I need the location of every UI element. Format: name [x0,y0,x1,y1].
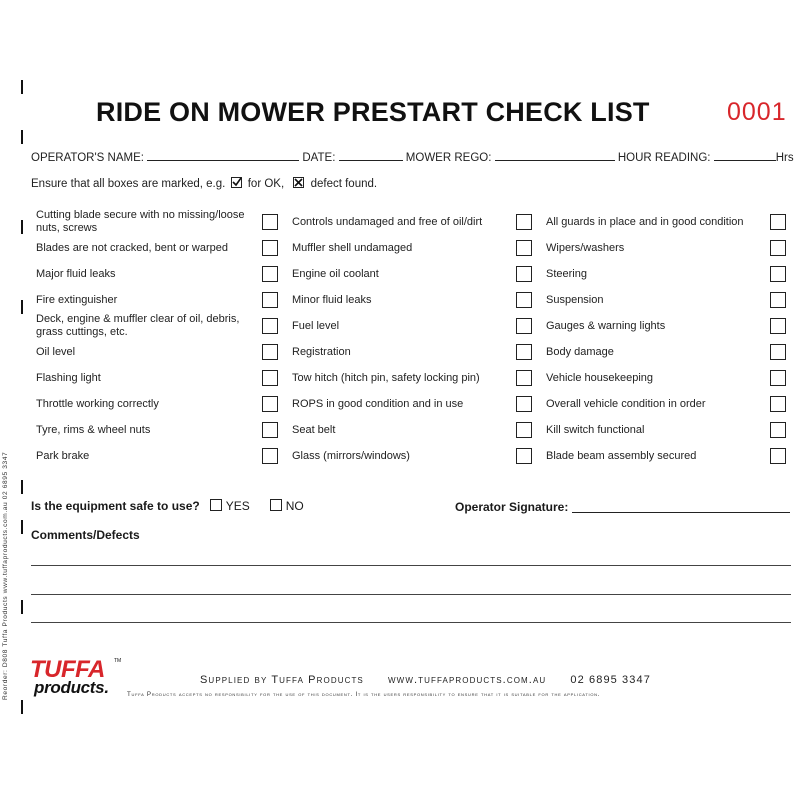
checklist-checkbox[interactable] [262,266,278,282]
disclaimer: Tuffa Products accepts no responsibility for the use of this document. It is the users responsibility to ensure that it is suitable for the application. [127,691,601,698]
checklist-item-label: Wipers/washers [546,242,625,254]
logo-products-text: products. [34,678,109,697]
header-fields [31,150,794,164]
checklist-checkbox[interactable] [770,370,786,386]
checklist-checkbox[interactable] [262,448,278,464]
checklist-checkbox[interactable] [262,318,278,334]
mower-rego-field[interactable] [495,150,615,161]
checklist-checkbox[interactable] [770,292,786,308]
checklist-item-label: Steering [546,268,587,280]
checklist-item-label: Engine oil coolant [292,268,379,280]
yes-label: YES [225,499,250,513]
binding-mark [21,700,23,714]
checklist-item-label: Flashing light [36,372,101,384]
signature-field[interactable] [572,512,790,513]
checklist-item-label: Overall vehicle condition in order [546,398,706,410]
checklist-checkbox[interactable] [262,396,278,412]
checklist-item-label: Throttle working correctly [36,398,159,410]
checklist-item-label: Suspension [546,294,604,306]
checklist-checkbox[interactable] [516,318,532,334]
checklist-item-label: Major fluid leaks [36,268,116,280]
no-checkbox[interactable] [270,499,282,511]
hour-reading-field[interactable] [714,150,776,161]
signature-label: Operator Signature: [455,500,569,514]
checklist-checkbox[interactable] [516,214,532,230]
example-defect-box [293,177,304,188]
binding-mark [21,80,23,94]
checklist-item-label: Fire extinguisher [36,294,118,306]
comments-line[interactable] [31,594,791,595]
logo-tuffa-text: TUFFA [30,656,105,683]
no-label: NO [285,499,304,513]
hrs-label: Hrs [775,152,794,164]
checklist-item-label: Deck, engine & muffler clear of oil, debris, grass cuttings, etc. [36,313,240,338]
checklist-checkbox[interactable] [262,240,278,256]
checklist-checkbox[interactable] [262,422,278,438]
checklist-item-label: Minor fluid leaks [292,294,372,306]
checklist-checkbox[interactable] [262,292,278,308]
checklist-item-label: Tyre, rims & wheel nuts [36,424,151,436]
checklist-item-label: Seat belt [292,424,336,436]
form-title: RIDE ON MOWER PRESTART CHECK LIST [96,97,650,127]
instructions-text: Ensure that all boxes are marked, e.g. [31,178,226,190]
checklist-checkbox[interactable] [516,370,532,386]
checklist-checkbox[interactable] [770,266,786,282]
checklist-checkbox[interactable] [262,370,278,386]
instructions [31,177,377,190]
checklist-item-label: Kill switch functional [546,424,645,436]
mower-rego-label: MOWER REGO: [405,152,492,164]
checklist-item-label: Glass (mirrors/windows) [292,450,410,462]
check-icon [231,177,242,188]
safe-question: Is the equipment safe to use? [31,499,200,513]
binding-mark [21,300,23,314]
comments-label: Comments/Defects [31,528,140,542]
checklist-item-label: Park brake [36,450,90,462]
checklist-item-label: All guards in place and in good condition [546,216,744,228]
checklist-checkbox[interactable] [516,344,532,360]
checklist-checkbox[interactable] [516,422,532,438]
checklist-item-label: Tow hitch (hitch pin, safety locking pin) [292,372,480,384]
website: www.tuffaproducts.com.au [388,674,547,686]
checklist-checkbox[interactable] [770,396,786,412]
checklist-checkbox[interactable] [770,344,786,360]
checklist-item-label: Vehicle housekeeping [546,372,654,384]
checklist-checkbox[interactable] [770,422,786,438]
binding-mark [21,130,23,144]
checklist-checkbox[interactable] [770,318,786,334]
instructions-defect-text: defect found. [310,178,378,190]
example-ok-box [231,177,242,188]
operator-name-label: OPERATOR'S NAME: [31,152,144,164]
form-number: 0001 [727,98,787,126]
cross-icon [293,177,304,188]
checklist-checkbox[interactable] [516,448,532,464]
checklist-checkbox[interactable] [516,266,532,282]
checklist-item-label: Body damage [546,346,614,358]
checklist-checkbox[interactable] [516,396,532,412]
checklist-item-label: Blades are not cracked, bent or warped [36,242,229,254]
checklist-item-label: Controls undamaged and free of oil/dirt [292,216,483,228]
yes-checkbox[interactable] [210,499,222,511]
binding-mark [21,480,23,494]
checklist-item-label: Fuel level [292,320,340,332]
supplier-info [200,674,671,686]
checklist-item-label: ROPS in good condition and in use [292,398,464,410]
checklist-checkbox[interactable] [770,214,786,230]
checklist-checkbox[interactable] [262,214,278,230]
binding-mark [21,220,23,234]
binding-mark [21,600,23,614]
logo-trademark: TM [114,658,122,664]
checklist-checkbox[interactable] [262,344,278,360]
checklist-checkbox[interactable] [770,240,786,256]
safe-to-use-row [31,499,304,513]
checklist-checkbox[interactable] [770,448,786,464]
checklist-item-label: Muffler shell undamaged [292,242,413,254]
instructions-ok-text: for OK, [247,178,285,190]
checklist-checkbox[interactable] [516,240,532,256]
date-field[interactable] [339,150,403,161]
checklist-item-label: Registration [292,346,351,358]
date-label: DATE: [302,152,336,164]
phone: 02 6895 3347 [570,674,651,686]
hour-reading-label: HOUR READING: [617,152,711,164]
checklist-item-label: Gauges & warning lights [546,320,666,332]
reorder-side-text: Reorder: D808 Tuffa Products www.tuffaproducts.com.au 02 6895 3347 [2,451,9,700]
checklist-item-label: Cutting blade secure with no missing/loose nuts, screws [36,209,245,234]
binding-mark [21,520,23,534]
checklist-item-label: Oil level [36,346,76,358]
tuffa-logo [30,658,125,702]
comments-line[interactable] [31,565,791,566]
operator-name-field[interactable] [147,150,299,161]
checklist-checkbox[interactable] [516,292,532,308]
supplied-by: Supplied by Tuffa Products [200,674,364,686]
checklist-item-label: Blade beam assembly secured [546,450,697,462]
comments-line[interactable] [31,622,791,623]
